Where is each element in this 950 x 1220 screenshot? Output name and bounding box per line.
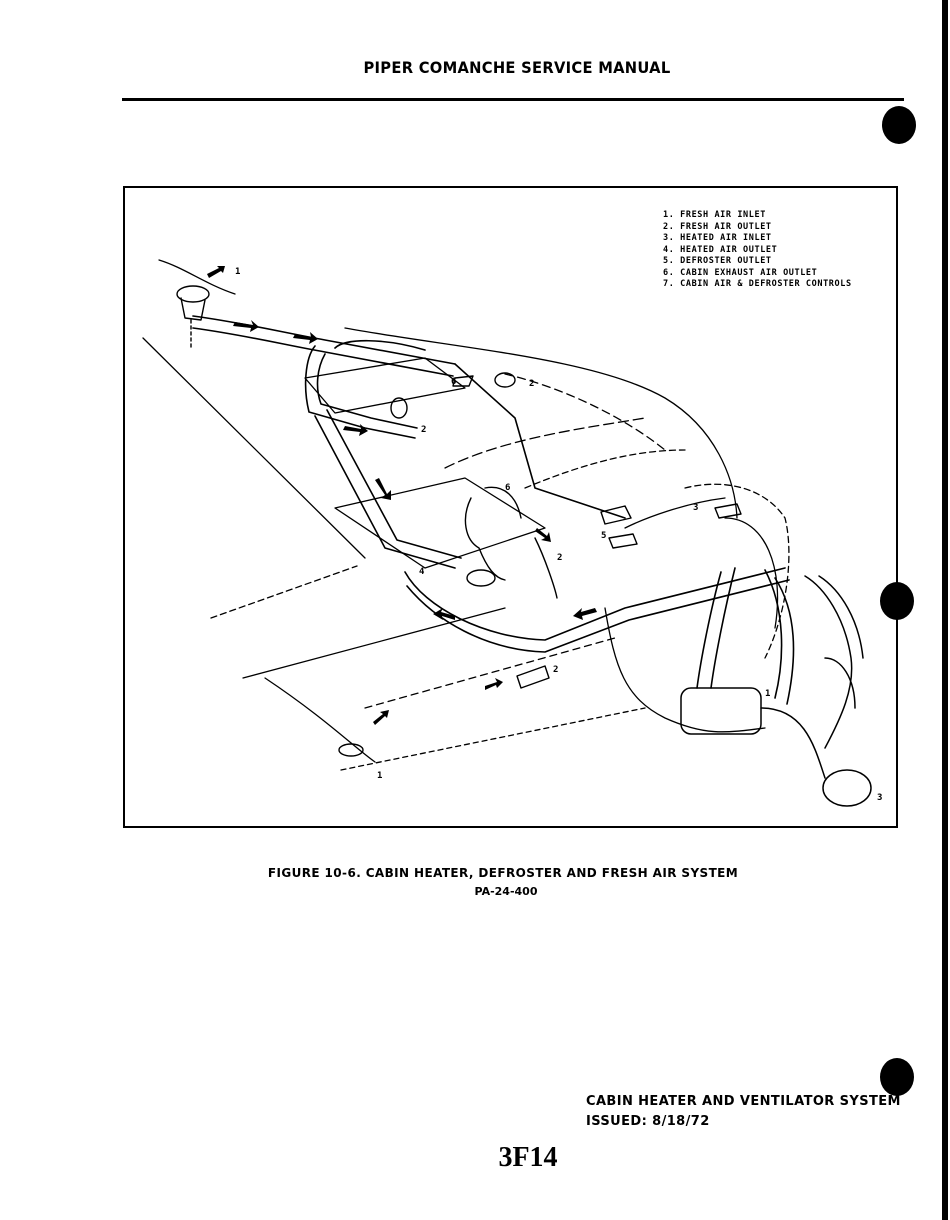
callout-label: 1: [235, 267, 241, 277]
figure-frame: [123, 186, 898, 828]
header-rule: [122, 98, 904, 101]
legend-item: 1. FRESH AIR INLET: [663, 210, 766, 220]
page-footer: [586, 1092, 901, 1132]
callout-label: 1: [765, 689, 771, 699]
footer-section: CABIN HEATER AND VENTILATOR SYSTEM: [586, 1094, 901, 1109]
punch-hole-top: [882, 106, 916, 144]
fresh-air-duct: [193, 316, 625, 568]
page-number: 3F14: [498, 1142, 558, 1173]
legend-item: 3. HEATED AIR INLET: [663, 233, 772, 243]
figure-legend: [663, 210, 852, 291]
footer-issued: ISSUED: 8/18/72: [586, 1114, 710, 1129]
callout-label: 5: [601, 531, 607, 541]
heated-air-duct: [405, 568, 793, 704]
flow-arrows: [207, 266, 597, 725]
legend-item: 7. CABIN AIR & DEFROSTER CONTROLS: [663, 279, 852, 289]
callout-label: 2: [557, 553, 563, 563]
fuselage-outline: [345, 328, 789, 732]
callout-label: 3: [877, 793, 883, 803]
callout-label: 2: [529, 379, 535, 389]
callout-label: 3: [693, 503, 699, 513]
figure-caption: FIGURE 10-6. CABIN HEATER, DEFROSTER AND FRESH AIR SYSTEM: [267, 866, 739, 880]
legend-item: 5. DEFROSTER OUTLET: [663, 256, 772, 266]
callout-label: 2: [421, 425, 427, 435]
legend-item: 4. HEATED AIR OUTLET: [663, 244, 778, 255]
figure-model: PA-24-400: [474, 885, 538, 898]
legend-item: 6. CABIN EXHAUST AIR OUTLET: [663, 267, 818, 278]
callout-label: 6: [505, 483, 511, 493]
callout-label: 6: [451, 377, 457, 387]
callout-labels: [235, 267, 882, 803]
legend-item: 2. FRESH AIR OUTLET: [663, 221, 772, 232]
page-header-title: PIPER COMANCHE SERVICE MANUAL: [363, 58, 671, 77]
page-edge-bar: [942, 0, 948, 1220]
callout-label: 2: [553, 665, 559, 675]
callout-label: 4: [419, 567, 425, 577]
callout-label: 1: [377, 771, 383, 781]
punch-hole-bottom: [880, 1058, 914, 1096]
